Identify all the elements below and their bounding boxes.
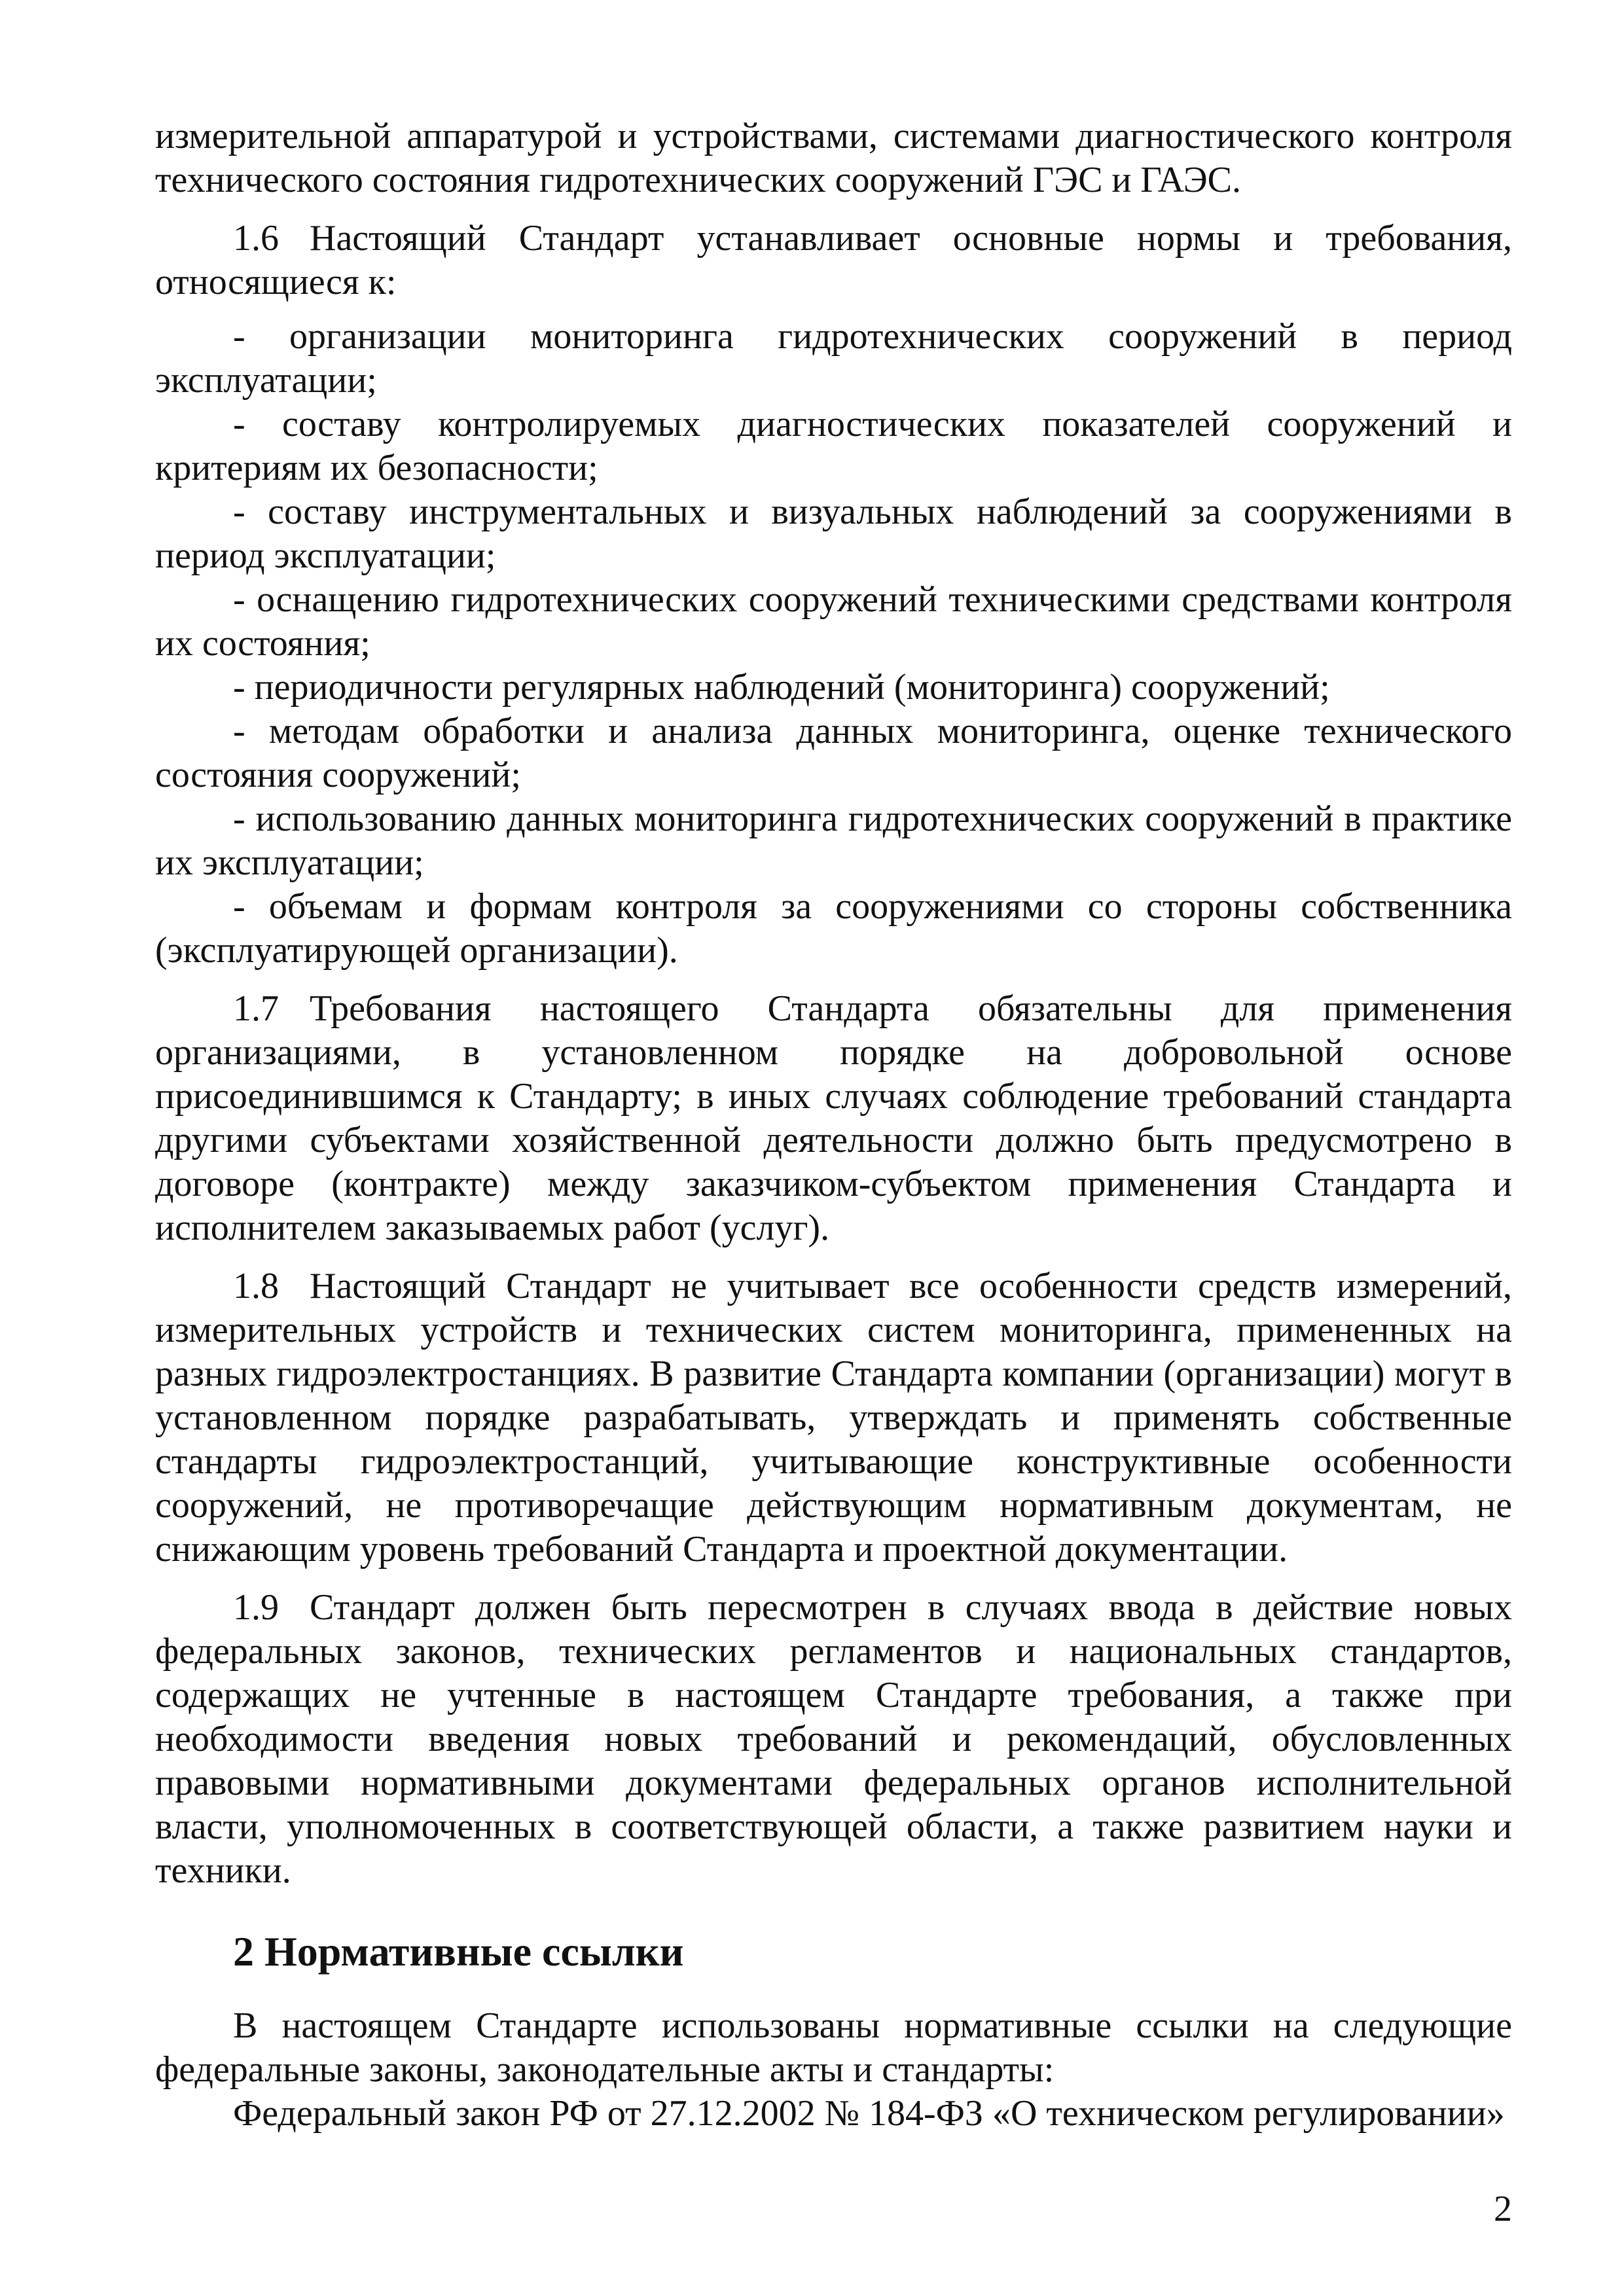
page-body [155,115,1512,2136]
clause-1-6 [155,217,1512,304]
list-item: - составу инструментальных и визуальных наблюдений за сооружениями в период эксплуатации; [155,492,1512,576]
clause-1-6-list [155,315,1512,973]
list-item: - организации мониторинга гидротехнических сооружений в период эксплуатации; [155,316,1512,401]
clause-number: 1.6 [233,218,279,259]
list-item: - объемам и формам контроля за сооружениями со стороны собственника (эксплуатирующей организации). [155,886,1512,971]
clause-1-7 [155,987,1512,1250]
list-item: - составу контролируемых диагностических показателей сооружений и критериям их безопасности; [155,404,1512,488]
section-2-paragraph: В настоящем Стандарте использованы нормативные ссылки на следующие федеральные законы, законодательные акты и стандарты: [155,2005,1512,2090]
list-item: - периодичности регулярных наблюдений (мониторинга) сооружений; [233,667,1330,708]
clause-number: 1.8 [233,1266,279,1306]
clause-text: Настоящий Стандарт не учитывает все особенности средств измерений, измерительных устройств и технических систем мониторинга, примененных на разных гидроэлектростанциях. В развитие Стандарта компании (организации) могут в установленном порядке разрабатывать, утверждать и применять собственные стандарты гидроэлектростанций, учитывающие конструктивные особенности сооружений, не противоречащие действующим нормативным документам, не снижающим уровень требований Стандарта и проектной документации. [155,1266,1512,1570]
clause-text: Требования настоящего Стандарта обязательны для применения организациями, в установленном порядке на добровольной основе присоединившимся к Стандарту; в иных случаях соблюдение требований стандарта другими субъектами хозяйственной деятельности должно быть предусмотрено в договоре (контракте) между заказчиком-субъектом применения Стандарта и исполнителем заказываемых работ (услуг). [155,988,1512,1248]
page-number: 2 [1494,2189,1512,2229]
list-item: - использованию данных мониторинга гидротехнических сооружений в практике их эксплуатации; [155,798,1512,883]
clause-text: Стандарт должен быть пересмотрен в случаях ввода в действие новых федеральных законов, технических регламентов и национальных стандартов, содержащих не учтенные в настоящем Стандарте требования, а также при необходимости введения новых требований и рекомендаций, обусловленных правовыми нормативными документами федеральных органов исполнительной власти, уполномоченных в соответствующей области, а также развитием науки и техники. [155,1587,1512,1891]
clause-1-9 [155,1586,1512,1893]
clause-text: Настоящий Стандарт устанавливает основные нормы и требования, относящиеся к: [155,218,1512,302]
clause-1-8 [155,1265,1512,1571]
list-item: - методам обработки и анализа данных мониторинга, оценке технического состояния сооружений; [155,711,1512,795]
clause-number: 1.9 [233,1587,279,1628]
clause-number: 1.7 [233,988,279,1029]
section-heading: 2 Нормативные ссылки [233,1928,684,1975]
continued-paragraph: измерительной аппаратурой и устройствами, системами диагностического контроля технического состояния гидротехнических сооружений ГЭС и ГАЭС. [155,116,1512,200]
section-2-reference: Федеральный закон РФ от 27.12.2002 № 184-ФЗ «О техническом регулировании» [233,2093,1505,2134]
list-item: - оснащению гидротехнических сооружений техническими средствами контроля их состояния; [155,579,1512,664]
